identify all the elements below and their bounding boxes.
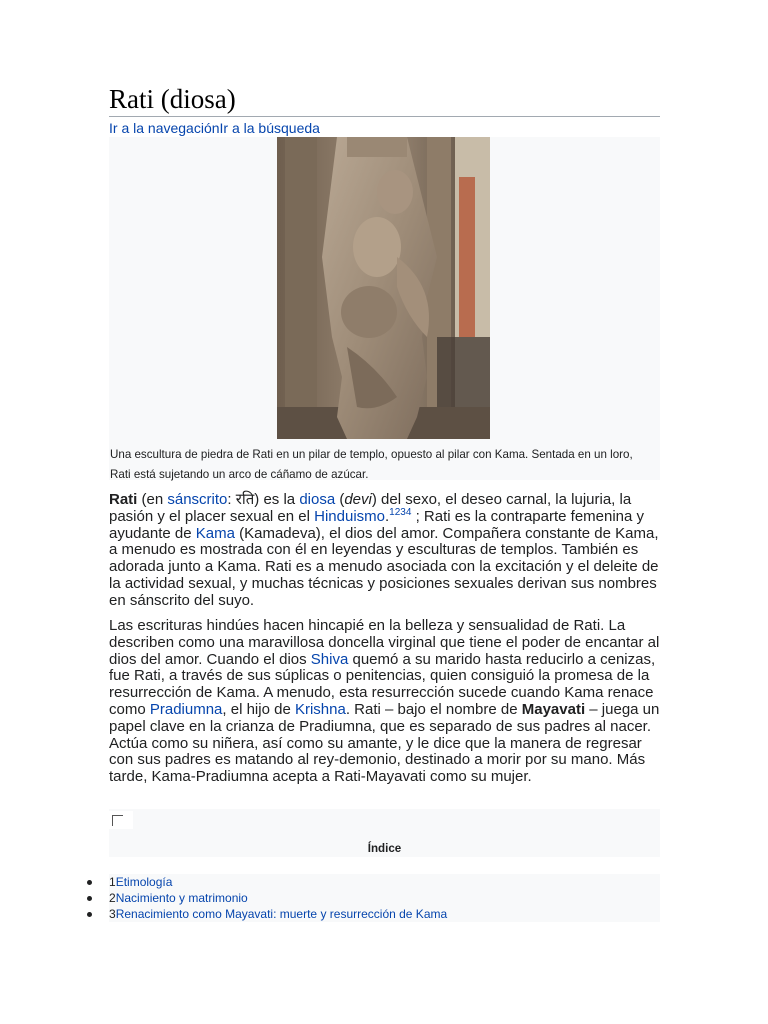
bullet-icon — [87, 896, 92, 901]
toc-item-number: 1 — [109, 875, 116, 889]
statue-photo[interactable] — [277, 137, 490, 439]
bullet-icon — [87, 880, 92, 885]
toc-link-etimologia[interactable]: Etimología — [115, 875, 173, 889]
link-pradiumna[interactable]: Pradiumna — [149, 700, 223, 718]
text-run: . Rati – bajo el nombre de — [345, 700, 522, 718]
text-run: : रति) es la — [227, 491, 300, 508]
text-run: ) del sexo, el deseo carnal, la lujuria, la pasión y el placer sexual en el — [109, 491, 632, 525]
figure-caption: Una escultura de piedra de Rati en un pilar de templo, opuesto al pilar con Kama. Sentada en un loro, Rati está sujetando un arco de cáñamo de azúcar. — [110, 448, 633, 481]
page-title: Rati (diosa) — [109, 84, 236, 114]
toc-item[interactable] — [109, 890, 248, 906]
text-run: (Kamadeva), el dios del amor. Compañera constante de Kama, a menudo es mostrada con él en leyendas y esculturas de templos. También es adorada junto a Kama. Rati es a menudo asociada con la excitación y el deleite de la actividad sexual, y muchas técnicas y posiciones sexuales derivan sus nombres en sánscrito del suyo. — [109, 524, 659, 609]
toc-item-number: 2 — [109, 891, 116, 905]
jump-to-navigation-link[interactable]: Ir a la navegación — [109, 120, 220, 136]
term-rati: Rati — [109, 491, 138, 508]
link-kama[interactable]: Kama — [195, 524, 235, 542]
text-run: ; Rati es la contraparte femenina y ayudante de — [109, 507, 645, 542]
toc-link-nacimiento[interactable]: Nacimiento y matrimonio — [115, 891, 248, 905]
text-run: (en — [137, 491, 168, 508]
toc-link-renacimiento[interactable]: Renacimiento como Mayavati: muerte y resurrección de Kama — [115, 907, 448, 921]
link-krishna[interactable]: Krishna — [294, 700, 346, 718]
jump-links — [109, 120, 320, 136]
toc-list — [109, 874, 660, 922]
checkbox-icon — [112, 815, 123, 826]
text-run: ( — [335, 491, 345, 508]
term-devi: devi — [344, 491, 372, 508]
toc-item[interactable] — [109, 906, 447, 922]
link-shiva[interactable]: Shiva — [310, 650, 349, 668]
link-hinduismo[interactable]: Hinduismo — [314, 507, 385, 525]
toc-item[interactable] — [109, 874, 172, 890]
link-sanskrito[interactable]: sánscrito — [167, 491, 228, 508]
text-run: – juega un papel clave en la crianza de Pradiumna, que es separado de sus padres al nacer. Actúa como su niñera, así como su amante, y le dice que la manera de regresar con sus padres es matando al rey-demonio, destinado a morir por su mano. Más tarde, Kama-Pradiumna acepta a Rati-Mayavati como su mujer. — [109, 700, 660, 786]
link-diosa[interactable]: diosa — [299, 491, 336, 508]
text-run: . — [385, 507, 390, 525]
toc-title: Índice — [367, 842, 402, 855]
figure — [109, 137, 660, 480]
text-run: , el hijo de — [222, 700, 295, 718]
toc-item-number: 3 — [109, 907, 116, 921]
toc-toggle-checkbox[interactable] — [109, 811, 133, 829]
jump-to-search-link[interactable]: Ir a la búsqueda — [219, 120, 320, 136]
text-run: Las escrituras hindúes hacen hincapié en la belleza y sensualidad de Rati. La describen como una maravillosa doncella virginal que tiene el poder de encantar al dios del amor. Cuando el dios — [109, 617, 660, 668]
title-divider — [109, 116, 660, 117]
text-run: quemó a su marido hasta reducirlo a cenizas, fue Rati, a través de sus súplicas o penitencias, quien consiguió la promesa de la resurrección de Kama. A menudo, esta resurrección sucede cuando Kama renace como — [109, 650, 656, 718]
toc-header — [109, 809, 660, 857]
term-mayavati: Mayavati — [521, 700, 586, 718]
second-paragraph — [109, 618, 660, 786]
bullet-icon — [87, 912, 92, 917]
reference-links[interactable]: 1234 — [389, 506, 412, 518]
intro-paragraph — [109, 492, 660, 610]
